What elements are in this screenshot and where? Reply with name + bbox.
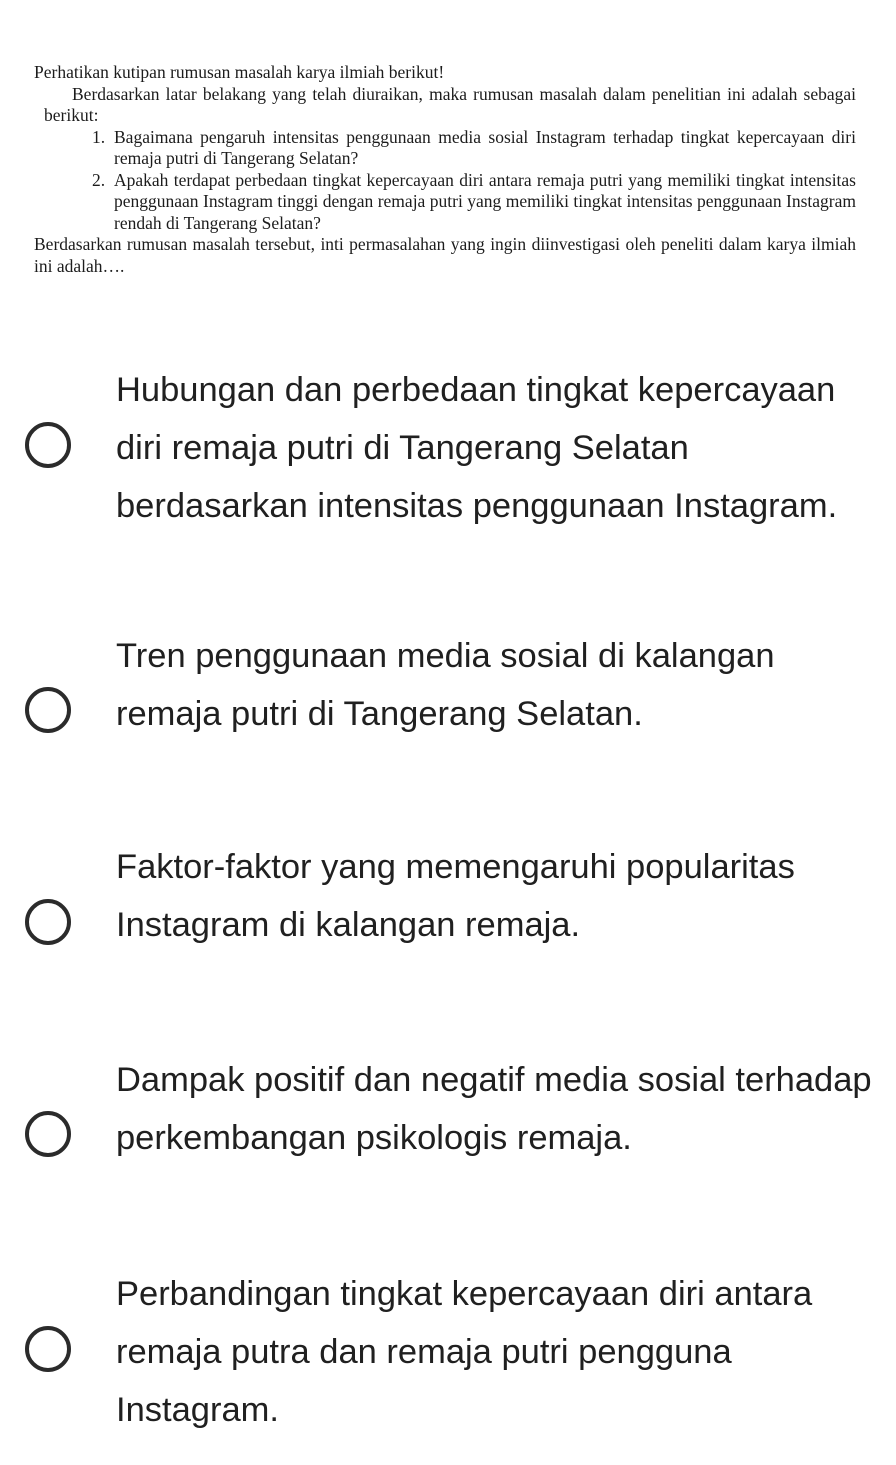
option-label[interactable]: Faktor-faktor yang memengaruhi popularitas Instagram di kalangan remaja. <box>116 848 795 944</box>
option-label[interactable]: Dampak positif dan negatif media sosial terhadap perkembangan psikologis remaja. <box>116 1061 872 1157</box>
answer-option-c[interactable] <box>0 822 896 1037</box>
problem-text: Bagaimana pengaruh intensitas penggunaan media sosial Instagram terhadap tingkat kepercayaan diri remaja putri di Tangerang Selatan? <box>114 126 856 168</box>
radio-button[interactable] <box>25 899 71 945</box>
problem-text: Apakah terdapat perbedaan tingkat kepercayaan diri antara remaja putri yang memiliki tingkat intensitas penggunaan Instagram tinggi dengan remaja putri yang memiliki tingkat intensitas penggunaan Instagram rendah di Tangerang Selatan? <box>114 169 856 233</box>
question-intro: Perhatikan kutipan rumusan masalah karya ilmiah berikut! <box>34 62 445 82</box>
option-label[interactable]: Perbandingan tingkat kepercayaan diri antara remaja putra dan remaja putri pengguna Instagram. <box>116 1275 813 1429</box>
answer-option-b[interactable] <box>0 610 896 825</box>
answer-option-d[interactable] <box>0 1035 896 1250</box>
problem-item-2 <box>44 170 856 235</box>
radio-button[interactable] <box>25 1326 71 1372</box>
quote-paragraph: Berdasarkan latar belakang yang telah diuraikan, maka rumusan masalah dalam penelitian ini adalah sebagai berikut: <box>44 83 856 125</box>
option-label[interactable]: Hubungan dan perbedaan tingkat kepercayaan diri remaja putri di Tangerang Selatan berdasarkan intensitas penggunaan Instagram. <box>116 371 838 525</box>
problem-list <box>44 127 856 235</box>
problem-number: 2. <box>92 169 106 190</box>
option-label[interactable]: Tren penggunaan media sosial di kalangan remaja putri di Tangerang Selatan. <box>116 637 775 733</box>
problem-number: 1. <box>92 126 106 147</box>
radio-button[interactable] <box>25 1111 71 1157</box>
answer-option-a[interactable] <box>0 345 896 560</box>
question-prompt: Berdasarkan rumusan masalah tersebut, inti permasalahan yang ingin diinvestigasi oleh peneliti dalam karya ilmiah ini adalah…. <box>34 234 856 276</box>
question-block <box>34 62 856 277</box>
answer-option-e[interactable] <box>0 1250 896 1465</box>
question-quote <box>34 84 856 235</box>
radio-button[interactable] <box>25 687 71 733</box>
problem-item-1 <box>44 127 856 170</box>
radio-button[interactable] <box>25 422 71 468</box>
